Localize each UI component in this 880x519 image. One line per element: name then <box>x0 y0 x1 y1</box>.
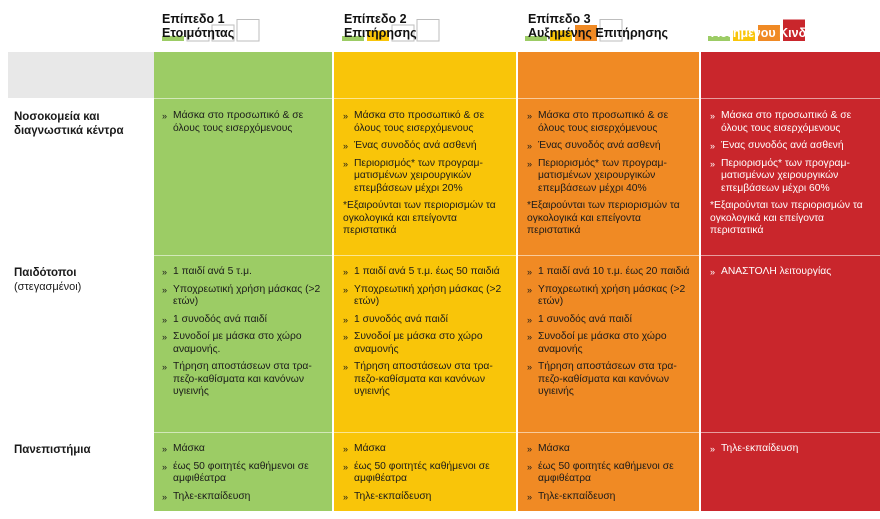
list-item-text: Μάσκα <box>354 443 386 454</box>
bullet-icon: » <box>162 267 168 277</box>
cell-universities-level-3 <box>525 443 695 508</box>
bullet-icon: » <box>343 158 349 169</box>
level-2-title: Επίπεδο 2 <box>344 12 407 26</box>
list-item <box>341 361 511 399</box>
bullet-icon: » <box>343 267 349 277</box>
list-item <box>525 158 695 196</box>
row-label-line: Παιδότοποι <box>14 267 77 279</box>
cell-universities-level-1 <box>160 443 326 508</box>
list-item-text: Τηλε-εκπαίδευση <box>721 443 799 454</box>
bullet-icon: » <box>527 158 533 169</box>
list-item-text: Περιορισμός* των προγραμ-ματισμένων χειρουργικών επεμβάσεων μέχρι 60% <box>721 157 850 194</box>
level-3-title: Επίπεδο 3 <box>528 12 591 26</box>
list-item-text: Συνοδοί με μάσκα στο χώρο αναμονής. <box>173 331 302 355</box>
list-item-text: Μάσκα στο προσωπικό & σε όλους τους εισερχόμενους <box>721 110 852 134</box>
level-4-title: Επίπεδο 4 <box>711 12 774 26</box>
list-item-text: Μάσκα στο προσωπικό & σε όλους τους εισερχόμενους <box>173 110 304 134</box>
list-item <box>525 461 695 486</box>
cell-hospitals-level-3 <box>525 110 695 238</box>
bullet-icon: » <box>162 444 168 454</box>
level-1-subtitle: Ετοιμότητας <box>162 26 235 40</box>
list-item <box>160 110 326 135</box>
row-label-playgrounds <box>14 266 150 294</box>
list-item-text: Συνοδοί με μάσκα στο χώρο αναμονής <box>354 331 483 355</box>
list-item <box>341 110 511 135</box>
list-item <box>525 331 695 356</box>
list-item-text: Ένας συνοδός ανά ασθενή <box>721 140 844 151</box>
bullet-icon: » <box>343 362 349 372</box>
level-2-header <box>334 12 504 40</box>
bullet-icon: » <box>162 332 168 342</box>
list-item <box>160 284 326 309</box>
list-item <box>160 314 326 327</box>
cell-universities-level-4 <box>708 443 876 461</box>
list-item <box>525 361 695 399</box>
list-item-text: Υποχρεωτική χρήση μάσκας (>2 ετών) <box>173 283 321 307</box>
bullet-icon: » <box>527 267 533 277</box>
list-item-text: Ένας συνοδός ανά ασθενή <box>538 140 661 151</box>
list-item <box>341 284 511 309</box>
row-divider <box>8 98 880 99</box>
list-item-text: Μάσκα στο προσωπικό & σε όλους τους εισερχόμενους <box>538 110 669 134</box>
list-item <box>708 158 876 196</box>
list-item-text: Μάσκα στο προσωπικό & σε όλους τους εισερχόμενους <box>354 110 485 134</box>
bullet-icon: » <box>343 332 349 342</box>
bullet-icon: » <box>527 284 533 295</box>
list-item <box>341 266 511 279</box>
level-3-header <box>518 12 688 40</box>
list-item-text: Υποχρεωτική χρήση μάσκας (>2 ετών) <box>538 283 686 307</box>
bullet-icon: » <box>162 362 168 372</box>
level-4-subtitle: Αυξημένου Κινδύνου <box>711 26 836 40</box>
bullet-icon: » <box>162 314 168 325</box>
list-item-text: 1 παιδί ανά 10 τ.μ. έως 20 παιδιά <box>538 266 690 277</box>
bullet-icon: » <box>162 491 168 502</box>
bullet-icon: » <box>527 444 533 454</box>
list-item-text: 1 συνοδός ανά παιδί <box>538 313 632 325</box>
list-item <box>708 266 876 279</box>
bullet-icon: » <box>343 284 349 295</box>
list-item <box>341 491 511 504</box>
list-item-text: 1 παιδί ανά 5 τ.μ. <box>173 266 252 277</box>
bullet-icon: » <box>710 267 716 277</box>
row-label-line: Νοσοκομεία και <box>14 111 100 123</box>
bullet-icon: » <box>343 444 349 454</box>
bullet-icon: » <box>527 461 533 472</box>
list-item-text: Τηλε-εκπαίδευση <box>538 490 616 502</box>
bullet-icon: » <box>527 491 533 502</box>
list-item-text: Μάσκα <box>538 443 570 454</box>
bullet-icon: » <box>710 444 716 454</box>
list-item <box>525 110 695 135</box>
list-item-text: 1 συνοδός ανά παιδί <box>173 313 267 325</box>
list-item <box>160 361 326 399</box>
list-item-text: έως 50 φοιτητές καθήμενοι σε αμφιθέατρα <box>354 460 490 484</box>
list-item-text: έως 50 φοιτητές καθήμενοι σε αμφιθέατρα <box>538 460 674 484</box>
list-item <box>525 491 695 504</box>
cell-playgrounds-level-2 <box>341 266 511 404</box>
list-item <box>341 140 511 153</box>
row-label-universities <box>14 443 150 457</box>
list-item-text: Τήρηση αποστάσεων στα τρα-πεζο-καθίσματα και κανόνων υγιεινής <box>354 361 493 397</box>
list-item <box>341 443 511 456</box>
row-label-sub: (στεγασμένοι) <box>14 281 82 293</box>
bullet-icon: » <box>343 141 349 151</box>
level-3-subtitle: Αυξημένης Επιτήρησης <box>528 26 669 40</box>
bullet-icon: » <box>343 314 349 325</box>
list-item <box>341 461 511 486</box>
list-item <box>525 314 695 327</box>
bullet-icon: » <box>527 314 533 325</box>
bullet-icon: » <box>527 141 533 151</box>
list-item <box>525 266 695 279</box>
row-divider <box>8 255 880 256</box>
list-item <box>708 110 876 135</box>
cell-playgrounds-level-3 <box>525 266 695 404</box>
list-item-text: ΑΝΑΣΤΟΛΗ λειτουργίας <box>721 266 832 277</box>
list-item-text: Τηλε-εκπαίδευση <box>354 490 432 502</box>
cell-hospitals-level-4 <box>708 110 876 238</box>
list-item-text: Περιορισμός* των προγραμ-ματισμένων χειρουργικών επεμβάσεων μέχρι 20% <box>354 157 483 194</box>
cell-playgrounds-level-1 <box>160 266 326 404</box>
cell-hospitals-level-1 <box>160 110 326 140</box>
list-item <box>160 266 326 279</box>
bullet-icon: » <box>162 461 168 472</box>
bullet-icon: » <box>343 461 349 472</box>
list-item-text: έως 50 φοιτητές καθήμενοι σε αμφιθέατρα <box>173 460 309 484</box>
list-item-text: Τήρηση αποστάσεων στα τρα-πεζο-καθίσματα και κανόνων υγιεινής <box>173 361 312 397</box>
list-item-text: Τηλε-εκπαίδευση <box>173 490 251 502</box>
bullet-icon: » <box>162 111 168 121</box>
row-label-line: διαγνωστικά κέντρα <box>14 125 124 137</box>
list-item-text: 1 συνοδός ανά παιδί <box>354 313 448 325</box>
row-label-line: Πανεπιστήμια <box>14 444 91 456</box>
level-1-title: Επίπεδο 1 <box>162 12 225 26</box>
cell-hospitals-level-2 <box>341 110 511 238</box>
bullet-icon: » <box>710 141 716 151</box>
level-4-header <box>701 12 871 40</box>
list-item <box>341 331 511 356</box>
bullet-icon: » <box>527 362 533 372</box>
cell-universities-level-2 <box>341 443 511 508</box>
bullet-icon: » <box>710 111 716 121</box>
row-label-hospitals <box>14 110 150 138</box>
level-2-subtitle: Επιτήρησης <box>344 26 417 40</box>
list-item-text: 1 παιδί ανά 5 τ.μ. έως 50 παιδιά <box>354 266 500 277</box>
footnote: *Εξαιρούνται των περιορισμών τα ογκολογικά και επείγοντα περιστατικά <box>527 200 680 236</box>
list-item <box>708 140 876 153</box>
level-1-header <box>154 12 324 40</box>
list-item <box>160 491 326 504</box>
list-item <box>160 461 326 486</box>
list-item <box>160 331 326 356</box>
list-item-text: Τήρηση αποστάσεων στα τρα-πεζο-καθίσματα και κανόνων υγιεινής <box>538 361 677 397</box>
list-item-text: Συνοδοί με μάσκα στο χώρο αναμονής <box>538 331 667 355</box>
list-item-text: Περιορισμός* των προγραμ-ματισμένων χειρουργικών επεμβάσεων μέχρι 40% <box>538 157 667 194</box>
bullet-icon: » <box>527 332 533 342</box>
list-item <box>160 443 326 456</box>
header-blank-cell <box>8 52 154 98</box>
list-item <box>341 158 511 196</box>
cell-playgrounds-level-4 <box>708 266 876 284</box>
bullet-icon: » <box>527 111 533 121</box>
footnote: *Εξαιρούνται των περιορισμών τα ογκολογικά και επείγοντα περιστατικά <box>343 200 496 236</box>
bullet-icon: » <box>343 111 349 121</box>
bullet-icon: » <box>710 158 716 169</box>
bullet-icon: » <box>343 491 349 502</box>
list-item <box>708 443 876 456</box>
list-item <box>341 314 511 327</box>
header-row <box>8 52 880 98</box>
list-item <box>525 140 695 153</box>
list-item-text: Ένας συνοδός ανά ασθενή <box>354 140 477 151</box>
bullet-icon: » <box>162 284 168 295</box>
row-divider <box>8 432 880 433</box>
list-item <box>525 443 695 456</box>
footnote: *Εξαιρούνται των περιορισμών τα ογκολογικά και επείγοντα περιστατικά <box>710 200 863 236</box>
list-item-text: Μάσκα <box>173 443 205 454</box>
list-item-text: Υποχρεωτική χρήση μάσκας (>2 ετών) <box>354 283 502 307</box>
list-item <box>525 284 695 309</box>
